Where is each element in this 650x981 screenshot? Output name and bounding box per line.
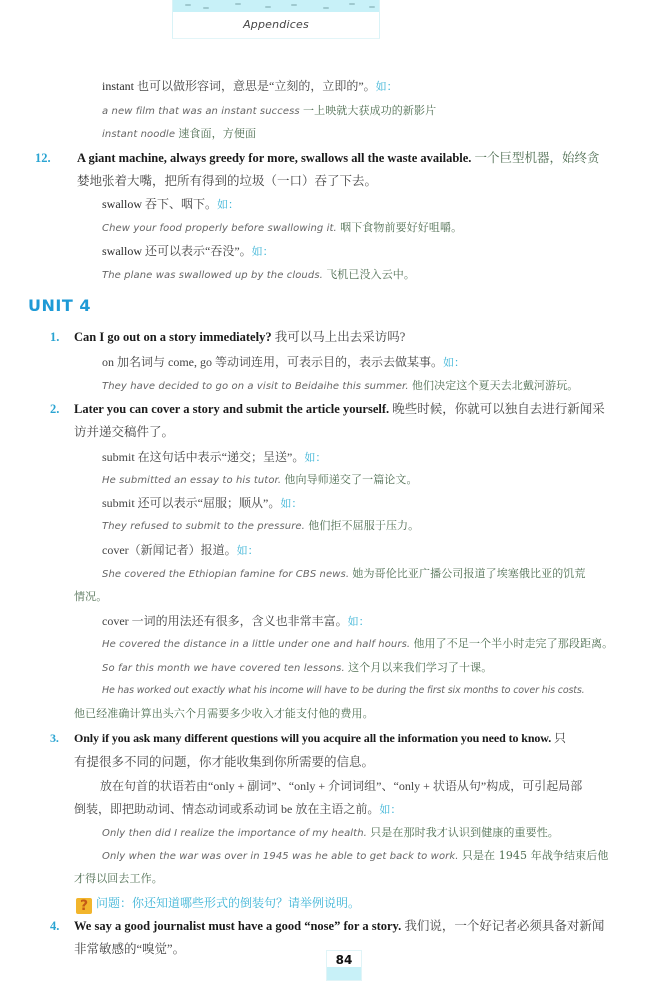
item-4-heading: 4. We say a good journalist must have a good “nose” for a story. 我们说，一个好记者必须具备对新闻 [50,919,605,933]
example-continuation: 他已经准确计算出头六个月需要多少收入才能支付他的费用。 [74,707,374,720]
example-line: They have decided to go on a visit to Beidaihe this summer. 他们决定这个夏天去北戴河游玩。 [102,379,579,392]
example-marker: 如： [375,81,398,93]
note-line: 倒装，即把助动词、情态动词或系动词 be 放在主语之前。如： [74,802,402,816]
note-line: submit 还可以表示“屈服；顺从”。如： [102,496,303,510]
item-12-translation: 婪地张着大嘴，把所有得到的垃圾（一口）吞了下去。 [77,174,378,188]
header-banner [172,0,380,12]
note-line: on 加名词与 come, go 等动词连用，可表示目的，表示去做某事。如： [102,355,465,369]
example-line: So far this month we have covered ten lessons. 这个月以来我们学习了十课。 [102,661,493,674]
item-1-heading: 1. Can I go out on a story immediately? 我可以马上出去采访吗? [50,330,406,344]
note-line: swallow 还可以表示“吞没”。如： [102,244,274,258]
page-number: 84 [335,953,353,967]
section-title: Appendices [243,18,309,31]
question-prompt: ? 问题：你还知道哪些形式的倒装句？请举例说明。 [76,893,360,914]
note-line: 放在句首的状语若由“only + 副词”、“only + 介词词组”、“only + 状语从句”构成，可引起局部 [100,779,583,793]
example-continuation: 才得以回去工作。 [74,872,163,885]
item-4-translation: 非常敏感的“嗅觉”。 [74,942,186,956]
note-line: instant 也可以做形容词，意思是“立刻的，立即的”。如： [102,79,398,93]
item-2-heading: 2. Later you can cover a story and submit the article yourself. 晚些时候，你就可以独自去进行新闻采 [50,402,605,416]
running-header [172,12,380,39]
example-line: They refused to submit to the pressure. 他们拒不屈服于压力。 [102,519,420,532]
unit-heading: UNIT 4 [28,296,91,315]
note-line: cover 一词的用法还有很多，含义也非常丰富。如： [102,614,370,628]
note-line: cover（新闻记者）报道。如： [102,543,259,557]
example-line: Chew your food properly before swallowing it. 咽下食物前要好好咀嚼。 [102,221,463,234]
example-line: The plane was swallowed up by the clouds. 飞机已没入云中。 [102,268,416,281]
example-line: She covered the Ethiopian famine for CBS news. 她为哥伦比亚广播公司报道了埃塞俄比亚的饥荒 [102,567,586,580]
example-line: Only then did I realize the importance of my health. 只是在那时我才认识到健康的重要性。 [102,826,559,839]
question-mark-icon: ? [76,898,92,914]
item-3-heading: 3. Only if you ask many different questions will you acquire all the information you need to know. 只 [50,731,566,745]
item-12-heading: 12. A giant machine, always greedy for more, swallows all the waste available. 一个巨型机器，始终贪 [35,151,600,165]
example-line: He covered the distance in a little under one and half hours. 他用了不足一个半小时走完了那段距离。 [102,637,614,650]
example-continuation: 情况。 [74,590,108,603]
example-line: He submitted an essay to his tutor. 他向导师递交了一篇论文。 [102,473,418,486]
note-line: submit 在这句话中表示“递交；呈送”。如： [102,450,327,464]
example-line: He has worked out exactly what his income will have to be during the first six months to cover his costs. [102,685,585,696]
page-number-box [326,950,362,981]
note-line: swallow 吞下、咽下。如： [102,197,240,211]
example-line: Only when the war was over in 1945 was he able to get back to work. 只是在 1945 年战争结束后他 [102,849,609,862]
item-2-translation: 访并递交稿件了。 [74,425,175,439]
item-3-translation: 有提很多不同的问题，你才能收集到你所需要的信息。 [74,755,375,769]
example-line: a new film that was an instant success 一上映就大获成功的新影片 [102,104,437,117]
example-line: instant noodle 速食面，方便面 [102,127,257,140]
